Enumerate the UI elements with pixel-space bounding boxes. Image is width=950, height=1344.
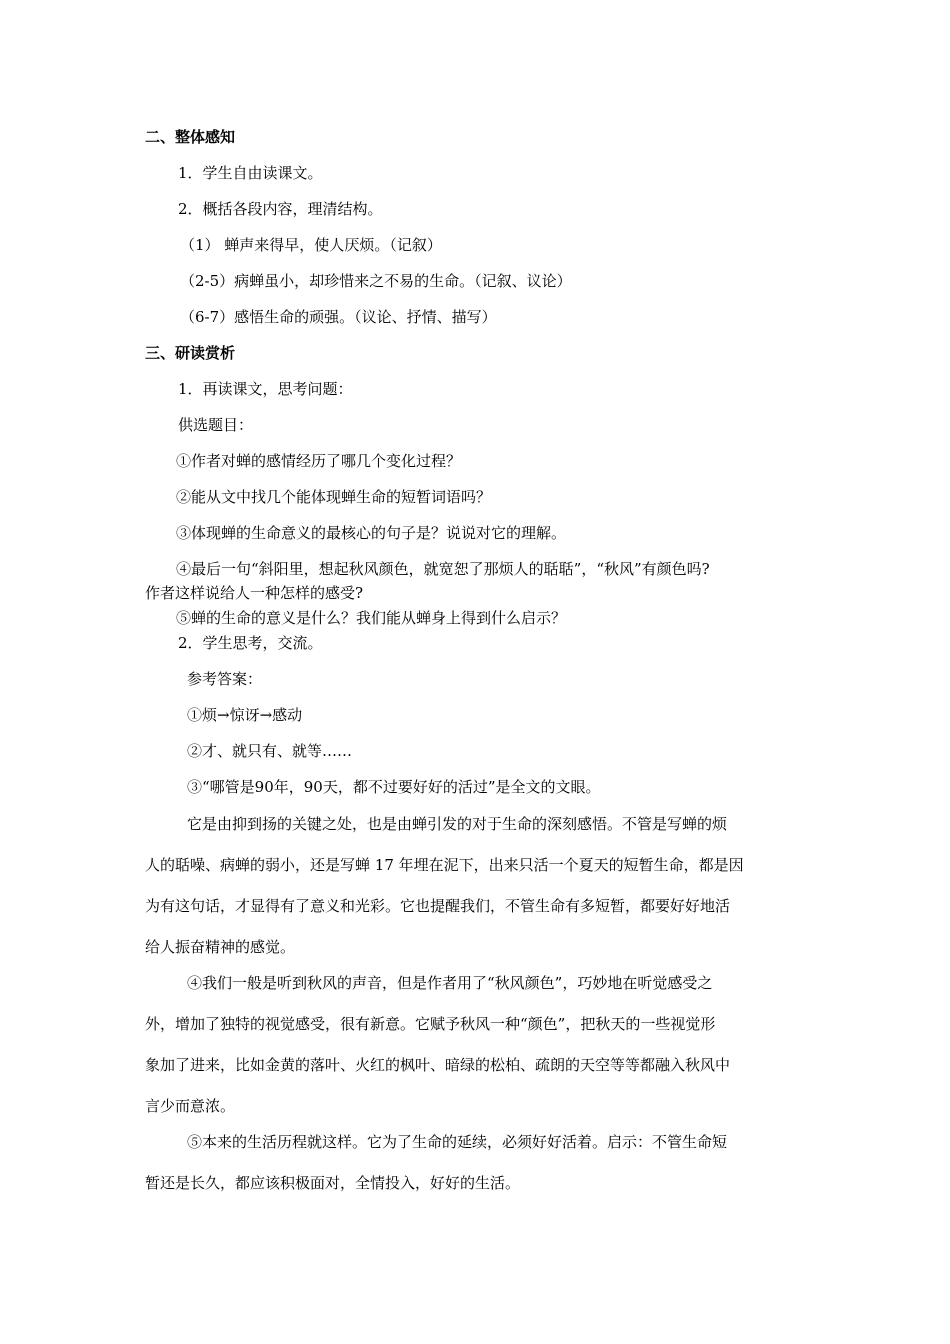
question-1: ①作者对蝉的感情经历了哪几个变化过程？ <box>176 452 462 470</box>
answer-3-paragraph-line-1: 它是由抑到扬的关键之处，也是由蝉引发的对于生命的深刻感悟。不管是写蝉的烦 <box>187 815 728 833</box>
answer-3: ③“哪管是90年，90天，都不过要好好的活过”是全文的文眼。 <box>187 778 601 796</box>
section-heading-overall: 二、整体感知 <box>145 128 236 146</box>
answer-3-paragraph-line-4: 给人振奋精神的感觉。 <box>145 938 296 956</box>
topics-label: 供选题目： <box>178 416 254 434</box>
answer-1: ①烦→惊讶→感动 <box>187 706 303 724</box>
answer-4-line-1: ④我们一般是听到秋风的声音，但是作者用了“秋风颜色”，巧妙地在听觉感受之 <box>187 974 713 992</box>
question-5: ⑤蝉的生命的意义是什么？我们能从蝉身上得到什么启示？ <box>176 609 567 627</box>
structure-part-1: （1） 蝉声来得早，使人厌烦。（记叙） <box>180 236 442 254</box>
answer-3-paragraph-line-2: 人的聒噪、病蝉的弱小，还是写蝉 17 年埋在泥下，出来只活一个夏天的短暂生命，都是因 <box>145 856 744 874</box>
answer-5-line-1: ⑤本来的生活历程就这样。它为了生命的延续，必须好好活着。启示：不管生命短 <box>187 1133 728 1151</box>
item-reread: 1．再读课文，思考问题： <box>178 380 353 398</box>
section-heading-analysis: 三、研读赏析 <box>145 344 236 362</box>
answer-5-line-2: 暂还是长久，都应该积极面对，全情投入，好好的生活。 <box>145 1174 521 1192</box>
item-discuss: 2．学生思考，交流。 <box>178 634 323 652</box>
answers-label: 参考答案： <box>187 670 263 688</box>
answer-3-paragraph-line-3: 为有这句话，才显得有了意义和光彩。它也提醒我们，不管生命有多短暂，都要好好地活 <box>145 897 731 915</box>
answer-2: ②才、就只有、就等…… <box>187 742 353 760</box>
answer-4-line-3: 象加了进来，比如金黄的落叶、火红的枫叶、暗绿的松柏、疏朗的天空等等都融入秋风中 <box>145 1056 731 1074</box>
structure-part-3: （6-7）感悟生命的顽强。（议论、抒情、描写） <box>180 308 497 326</box>
question-4-line-1: ④最后一句“斜阳里，想起秋风颜色，就宽恕了那烦人的聒聒”，“秋风”有颜色吗? <box>176 560 710 578</box>
question-3: ③体现蝉的生命意义的最核心的句子是？说说对它的理解。 <box>176 524 567 542</box>
answer-4-line-4: 言少而意浓。 <box>145 1097 236 1115</box>
question-4-line-2: 作者这样说给人一种怎样的感受? <box>145 584 364 602</box>
question-2: ②能从文中找几个能体现蝉生命的短暂词语吗？ <box>176 488 492 506</box>
item-free-reading: 1．学生自由读课文。 <box>178 164 323 182</box>
structure-part-2: （2-5）病蝉虽小，却珍惜来之不易的生命。（记叙、议论） <box>180 272 572 290</box>
answer-4-line-2: 外，增加了独特的视觉感受，很有新意。它赋予秋风一种“颜色”，把秋天的一些视觉形 <box>145 1015 716 1033</box>
item-summarize: 2．概括各段内容，理清结构。 <box>178 200 383 218</box>
